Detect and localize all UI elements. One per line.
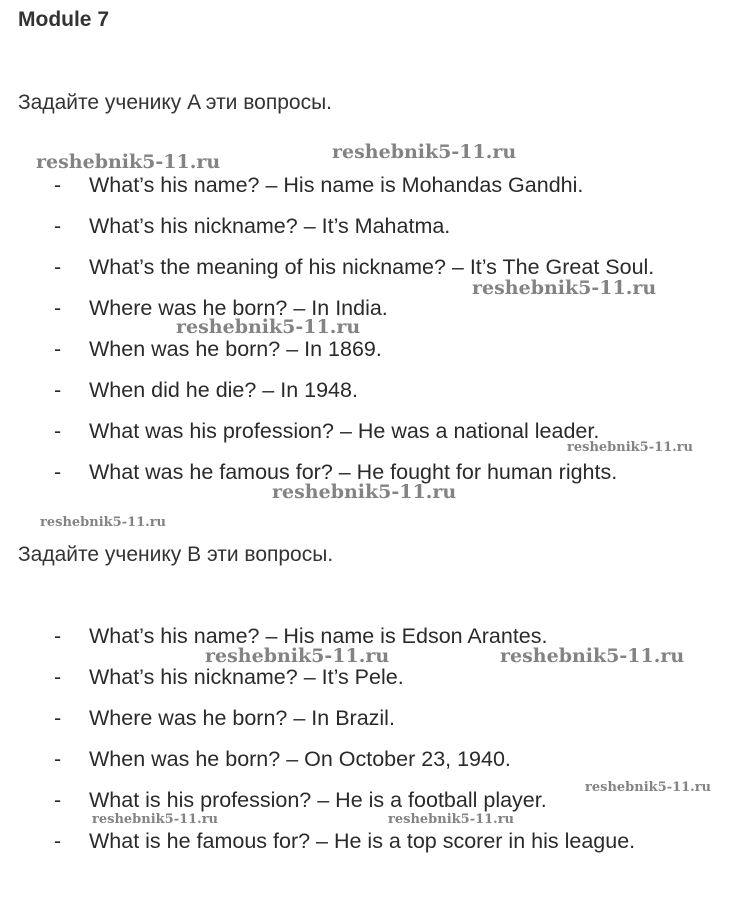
bullet-dash: - bbox=[54, 706, 62, 730]
question-answer: What was he famous for? – He fought for human rights. bbox=[89, 460, 618, 484]
list-item bbox=[0, 173, 744, 203]
question-answer: What’s his nickname? – It’s Pele. bbox=[89, 665, 404, 689]
instruction-a: Задайте ученику A эти вопросы. bbox=[18, 91, 333, 114]
bullet-dash: - bbox=[54, 296, 62, 320]
watermark: reshebnik5-11.ru bbox=[567, 440, 694, 455]
question-answer: What’s his name? – His name is Edson Arantes. bbox=[89, 624, 548, 648]
question-answer: What is he famous for? – He is a top scorer in his league. bbox=[89, 829, 636, 853]
question-answer: Where was he born? – In India. bbox=[89, 296, 388, 320]
watermark: reshebnik5-11.ru bbox=[40, 515, 167, 530]
list-item bbox=[0, 296, 744, 326]
bullet-dash: - bbox=[54, 747, 62, 771]
bullet-dash: - bbox=[54, 788, 62, 812]
watermark: reshebnik5-11.ru bbox=[388, 812, 515, 827]
question-answer: When was he born? – On October 23, 1940. bbox=[89, 747, 511, 771]
list-item bbox=[0, 214, 744, 244]
list-item bbox=[0, 829, 744, 859]
bullet-dash: - bbox=[54, 460, 62, 484]
question-answer: What is his profession? – He is a football player. bbox=[89, 788, 547, 812]
bullet-dash: - bbox=[54, 173, 62, 197]
list-item bbox=[0, 378, 744, 408]
watermark: reshebnik5-11.ru bbox=[272, 481, 457, 503]
bullet-dash: - bbox=[54, 419, 62, 443]
watermark: reshebnik5-11.ru bbox=[176, 316, 361, 338]
question-answer: What’s his name? – His name is Mohandas Gandhi. bbox=[89, 173, 584, 197]
watermark: reshebnik5-11.ru bbox=[472, 277, 657, 299]
question-answer: When did he die? – In 1948. bbox=[89, 378, 358, 402]
watermark: reshebnik5-11.ru bbox=[205, 645, 390, 667]
question-answer: Where was he born? – In Brazil. bbox=[89, 706, 395, 730]
question-answer: What’s the meaning of his nickname? – It’s The Great Soul. bbox=[89, 255, 655, 279]
instruction-b: Задайте ученику B эти вопросы. bbox=[18, 543, 334, 566]
question-answer: When was he born? – In 1869. bbox=[89, 337, 382, 361]
bullet-dash: - bbox=[54, 214, 62, 238]
watermark: reshebnik5-11.ru bbox=[36, 151, 221, 173]
list-item bbox=[0, 706, 744, 736]
bullet-dash: - bbox=[54, 337, 62, 361]
bullet-dash: - bbox=[54, 829, 62, 853]
question-answer: What was his profession? – He was a national leader. bbox=[89, 419, 600, 443]
watermark: reshebnik5-11.ru bbox=[92, 812, 219, 827]
bullet-dash: - bbox=[54, 378, 62, 402]
watermark: reshebnik5-11.ru bbox=[585, 780, 712, 795]
bullet-dash: - bbox=[54, 624, 62, 648]
question-answer: What’s his nickname? – It’s Mahatma. bbox=[89, 214, 451, 238]
watermark: reshebnik5-11.ru bbox=[332, 141, 517, 163]
watermark: reshebnik5-11.ru bbox=[500, 645, 685, 667]
bullet-dash: - bbox=[54, 255, 62, 279]
bullet-dash: - bbox=[54, 665, 62, 689]
page-title: Module 7 bbox=[18, 8, 110, 31]
list-item bbox=[0, 747, 744, 777]
list-item bbox=[0, 665, 744, 695]
list-item bbox=[0, 337, 744, 367]
